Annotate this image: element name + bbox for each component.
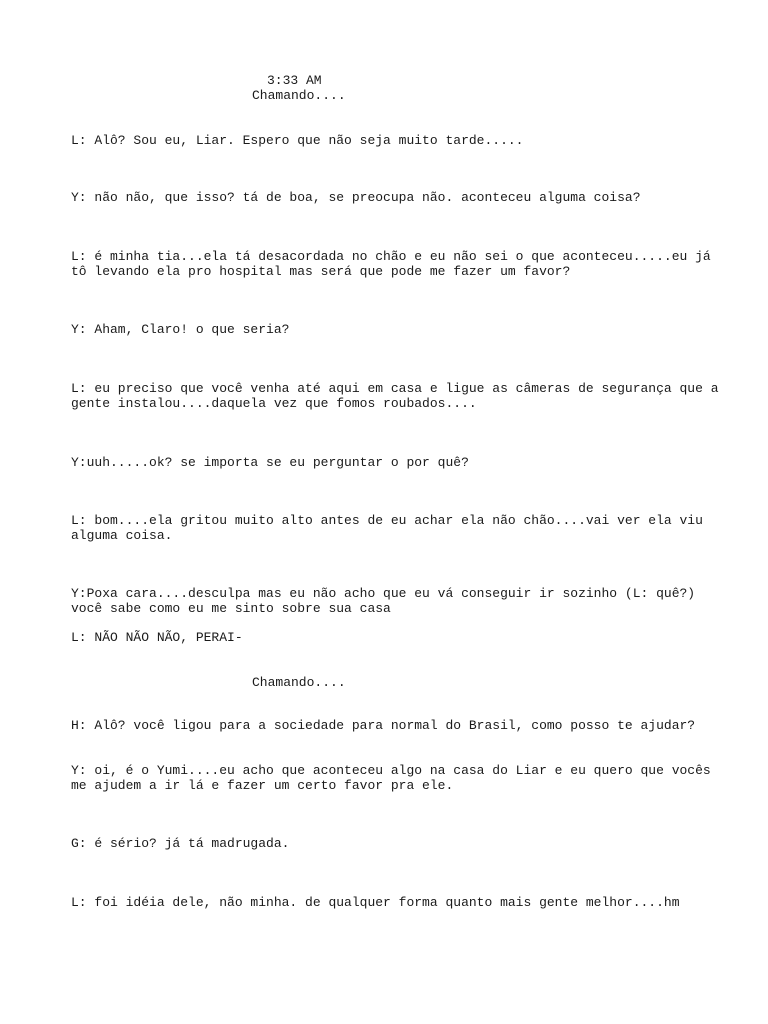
dialogue-line: gente instalou....daquela vez que fomos roubados.... [71,396,477,411]
dialogue-line: Y: oi, é o Yumi....eu acho que aconteceu algo na casa do Liar e eu quero que vocês [71,763,711,778]
dialogue-line: L: é minha tia...ela tá desacordada no chão e eu não sei o que aconteceu.....eu já [71,249,711,264]
dialogue-line: L: eu preciso que você venha até aqui em casa e ligue as câmeras de segurança que a [71,381,719,396]
dialogue-line: Y:Poxa cara....desculpa mas eu não acho que eu vá conseguir ir sozinho (L: quê?) [71,586,696,601]
dialogue-line: H: Alô? você ligou para a sociedade para normal do Brasil, como posso te ajudar? [71,718,696,733]
calling-status-2: Chamando.... [252,675,346,690]
time-stamp: 3:33 AM [267,73,322,88]
dialogue-line: L: bom....ela gritou muito alto antes de eu achar ela não chão....vai ver ela viu [71,513,703,528]
calling-status: Chamando.... [252,88,346,103]
dialogue-line: Y: Aham, Claro! o que seria? [71,322,290,337]
dialogue-line: tô levando ela pro hospital mas será que pode me fazer um favor? [71,264,571,279]
dialogue-line: L: Alô? Sou eu, Liar. Espero que não seja muito tarde..... [71,133,524,148]
dialogue-line: G: é sério? já tá madrugada. [71,836,290,851]
dialogue-line: L: NÃO NÃO NÃO, PERAI- [71,630,243,645]
dialogue-line: Y: não não, que isso? tá de boa, se preocupa não. aconteceu alguma coisa? [71,190,641,205]
dialogue-line: alguma coisa. [71,528,173,543]
dialogue-line: você sabe como eu me sinto sobre sua casa [71,601,391,616]
dialogue-line: Y:uuh.....ok? se importa se eu perguntar o por quê? [71,455,469,470]
dialogue-line: me ajudem a ir lá e fazer um certo favor pra ele. [71,778,454,793]
dialogue-line: L: foi idéia dele, não minha. de qualquer forma quanto mais gente melhor....hm [71,895,680,910]
